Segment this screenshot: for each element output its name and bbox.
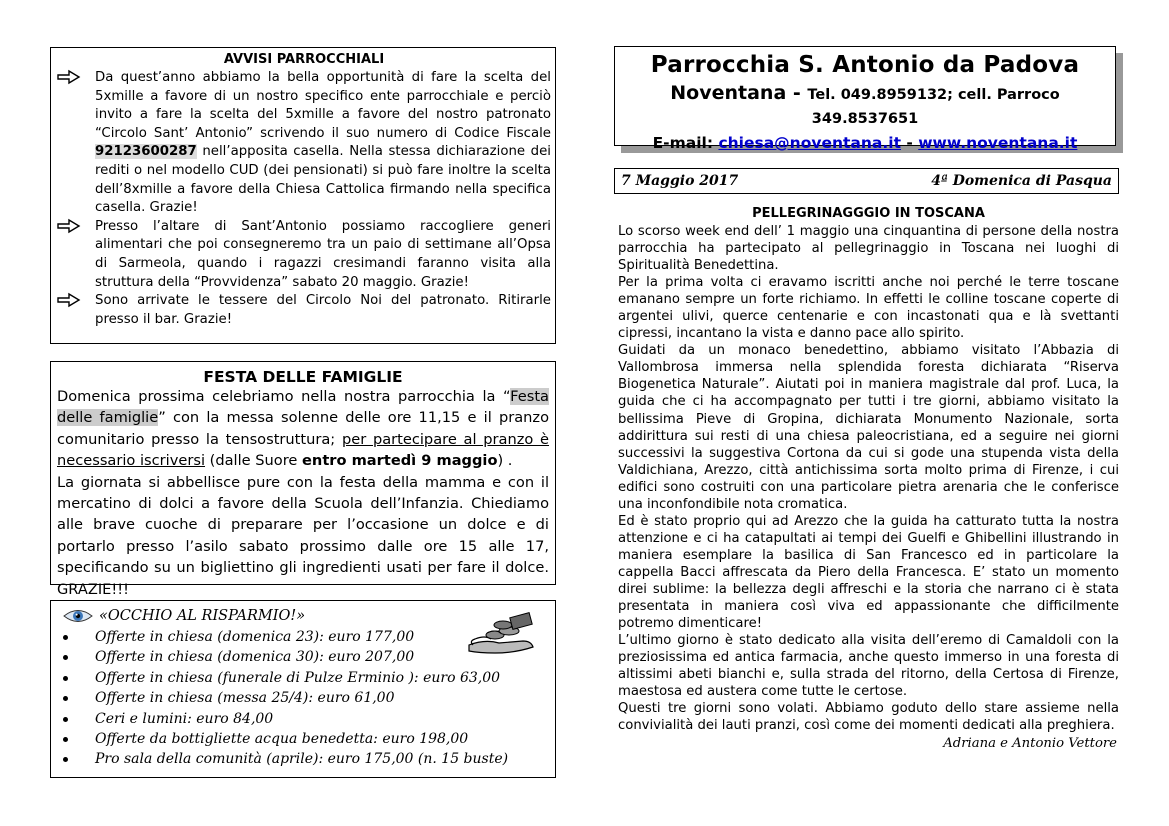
list-item-text: Offerte in chiesa (funerale di Pulze Erminio ): euro 63,00 (95, 669, 501, 686)
list-item (57, 709, 549, 729)
festa-text: ” con la messa solenne delle ore 11,15 e il pranzo comunitario presso la tensostruttura; (57, 409, 549, 448)
festa-title: FESTA DELLE FAMIGLIE (203, 368, 403, 386)
list-item (57, 729, 549, 749)
article (618, 205, 1119, 753)
list-item-text: Offerte in chiesa (messa 25/4): euro 61,00 (95, 690, 395, 707)
article-paragraph: Ed è stato proprio qui ad Arezzo che la guida ha catturato tutta la nostra attenzione e ci ha catapultati ai tempi dei Guelfi e Ghibellini illustrando in maniera esemplare la basilica di San Francesco ed in particolare la cappella Bacci affrescata da Piero della Francesca. E’ stato un momento direi sublime: la bellezza degli affreschi e la storia che narrano ci è stata presentata in maniera così viva ed appassionante che difficilmente potremo dimenticare! (618, 513, 1119, 632)
list-item (57, 749, 549, 769)
avvisi-title: AVVISI PARROCCHIALI (223, 52, 385, 67)
bullet-icon (63, 757, 68, 762)
issue-date: 7 Maggio 2017 (621, 173, 739, 189)
article-paragraph: L’ultimo giorno è stato dedicato alla visita dell’eremo di Camaldoli con la preziosissima ed antica farmacia, anche questo immerso in una foresta di altissimi abeti bianchi e, sulla strada del ritorno, della Certosa di Firenze, maestosa ed austera come tutte le certose. (618, 633, 1119, 700)
bullet-icon (63, 696, 68, 701)
codice-fiscale: 92123600287 (95, 144, 197, 160)
parish-town: Noventana - (670, 82, 808, 104)
risparmio-list (57, 627, 549, 770)
email-label: E-mail: (652, 134, 719, 152)
parish-title: Parrocchia S. Antonio da Padova (650, 52, 1080, 78)
list-item-text: Ceri e lumini: euro 84,00 (95, 710, 274, 727)
avvisi-item-text: Da quest’anno abbiamo la bella opportunità di fare la scelta del 5xmille a favore di un nostro specifico ente parrocchiale e perciò invito a fare la scelta del 5xmille a favore del nostro patronato “Circolo Sant’ Antonio” scrivendo il suo numero di Codice Fiscale (95, 70, 551, 141)
avvisi-item (57, 69, 551, 218)
festa-text: (dalle Suore (205, 452, 303, 470)
list-item-text: Pro sala della comunità (aprile): euro 175,00 (n. 15 buste) (95, 751, 509, 768)
avvisi-item-text: nell’apposita casella. Nella stessa dichiarazione dei rediti o nel modello CUD (dei pensionati) si può fare inoltre la scelta dell’8xmille a favore della Chiesa Cattolica firmando nella specifica casella. Grazie! (95, 144, 551, 216)
article-paragraph: Questi tre giorni sono volati. Abbiamo goduto dello stare assieme nella convivialità dei lauti pranzi, così come dei momenti dedicati alla preghiera. (618, 701, 1119, 734)
festa-underline: per partecipare al pranzo è necessario iscriversi (57, 430, 550, 470)
article-paragraph: Guidati da un monaco benedettino, abbiamo visitato l’Abbazia di Vallombrosa immersa nella splendida foresta dichiarata “Riserva Biogenetica Naturale”. Aiutati poi in maniera magistrale dal prof. Luca, la guida che ci ha accompagnato per tutti i tre giorni, abbiamo visitato la bellissima Pieve di Gropina, dichiarata Monumento Nazionale, sorta addirittura sui resti di una chiesa paleocristiana, ed a seguire nei giorni successivi la suggestiva Cortona da cui si gode una stupenda vista della Valdichiana, Arezzo, città antichissima sorta molto prima di Firenze, i cui edifici sono costruiti con una particolare pietra arenaria che le conferisce una inconfondibile nota cromatica. (618, 343, 1119, 512)
email-link[interactable]: chiesa@noventana.it (718, 134, 901, 152)
bullet-icon (63, 676, 68, 681)
festa-paragraph (57, 386, 549, 472)
separator: - (901, 134, 919, 152)
liturgical-sunday: 4ª Domenica di Pasqua (931, 173, 1112, 189)
eye-icon (63, 608, 93, 624)
risparmio-title: «OCCHIO AL RISPARMIO!» (99, 608, 306, 624)
bullet-icon (63, 655, 68, 660)
festa-deadline: entro martedì 9 maggio (302, 452, 498, 470)
list-item (57, 688, 549, 708)
festa-box (50, 361, 556, 598)
list-item (57, 627, 549, 647)
festa-paragraph: La giornata si abbellisce pure con la festa della mamma e con il mercatino di dolci a favore della Scuola dell’Infanzia. Chiediamo alle brave cuoche di preparare per l’occasione un dolce e di portarlo presso l’asilo sabato prossimo dalle ore 15 alle 17, specificando su un bigliettino gli ingredienti usati per fare il dolce. GRAZIE!!! (57, 473, 549, 598)
parish-phones: Tel. 049.8959132; cell. Parroco 349.8537651 (807, 87, 1060, 127)
festa-text: Domenica prossima celebriamo nella nostra parrocchia la “ (57, 388, 511, 405)
avvisi-item-text: Sono arrivate le tessere del Circolo Noi del patronato. Ritirarle presso il bar. Grazie! (95, 293, 551, 327)
avvisi-item (57, 218, 551, 292)
festa-text: ) . (497, 452, 513, 470)
parish-web (615, 131, 1115, 155)
list-item-text: Offerte in chiesa (domenica 30): euro 207,00 (95, 649, 415, 666)
parish-contacts (615, 81, 1115, 131)
website-link[interactable]: www.noventana.it (918, 134, 1078, 152)
list-item-text: Offerte in chiesa (domenica 23): euro 177,00 (95, 629, 415, 645)
bullet-icon (63, 717, 68, 722)
dateline (614, 168, 1119, 194)
arrow-right-icon (57, 69, 81, 85)
arrow-right-icon (57, 218, 81, 234)
list-item (57, 668, 549, 688)
avvisi-item-text: Presso l’altare di Sant’Antonio possiamo raccogliere generi alimentari che poi consegneremo tra un paio di settimane all’Opsa di Sarmeola, quando i ragazzi cresimandi faranno visita alla struttura della “Provvidenza” sabato 20 maggio. Grazie! (95, 218, 551, 290)
article-title: PELLEGRINAGGGIO IN TOSCANA (752, 206, 985, 221)
avvisi-item (57, 292, 551, 329)
risparmio-box (50, 600, 556, 778)
bullet-icon (63, 635, 68, 640)
arrow-right-icon (57, 292, 81, 308)
article-signature: Adriana e Antonio Vettore (943, 736, 1117, 752)
article-paragraph: Per la prima volta ci eravamo iscritti anche noi perché le terre toscane emanano sempre un forte richiamo. In effetti le colline toscane coperte di argentei ulivi, querce centenarie e con incastonati qua e là svettanti cipressi, incantano la vista e danno pace allo spirito. (618, 275, 1119, 342)
article-paragraph: Lo scorso week end dell’ 1 maggio una cinquantina di persone della nostra parrocchia ha partecipato al pellegrinaggio in Toscana nei luoghi di Spiritualità Benedettina. (618, 224, 1119, 274)
festa-highlight: Festa delle famiglie (57, 388, 549, 427)
list-item (57, 647, 549, 667)
list-item-text: Offerte da bottigliette acqua benedetta: euro 198,00 (95, 731, 469, 748)
avvisi-box (50, 47, 556, 344)
bullet-icon (63, 737, 68, 742)
parish-header (614, 46, 1116, 152)
